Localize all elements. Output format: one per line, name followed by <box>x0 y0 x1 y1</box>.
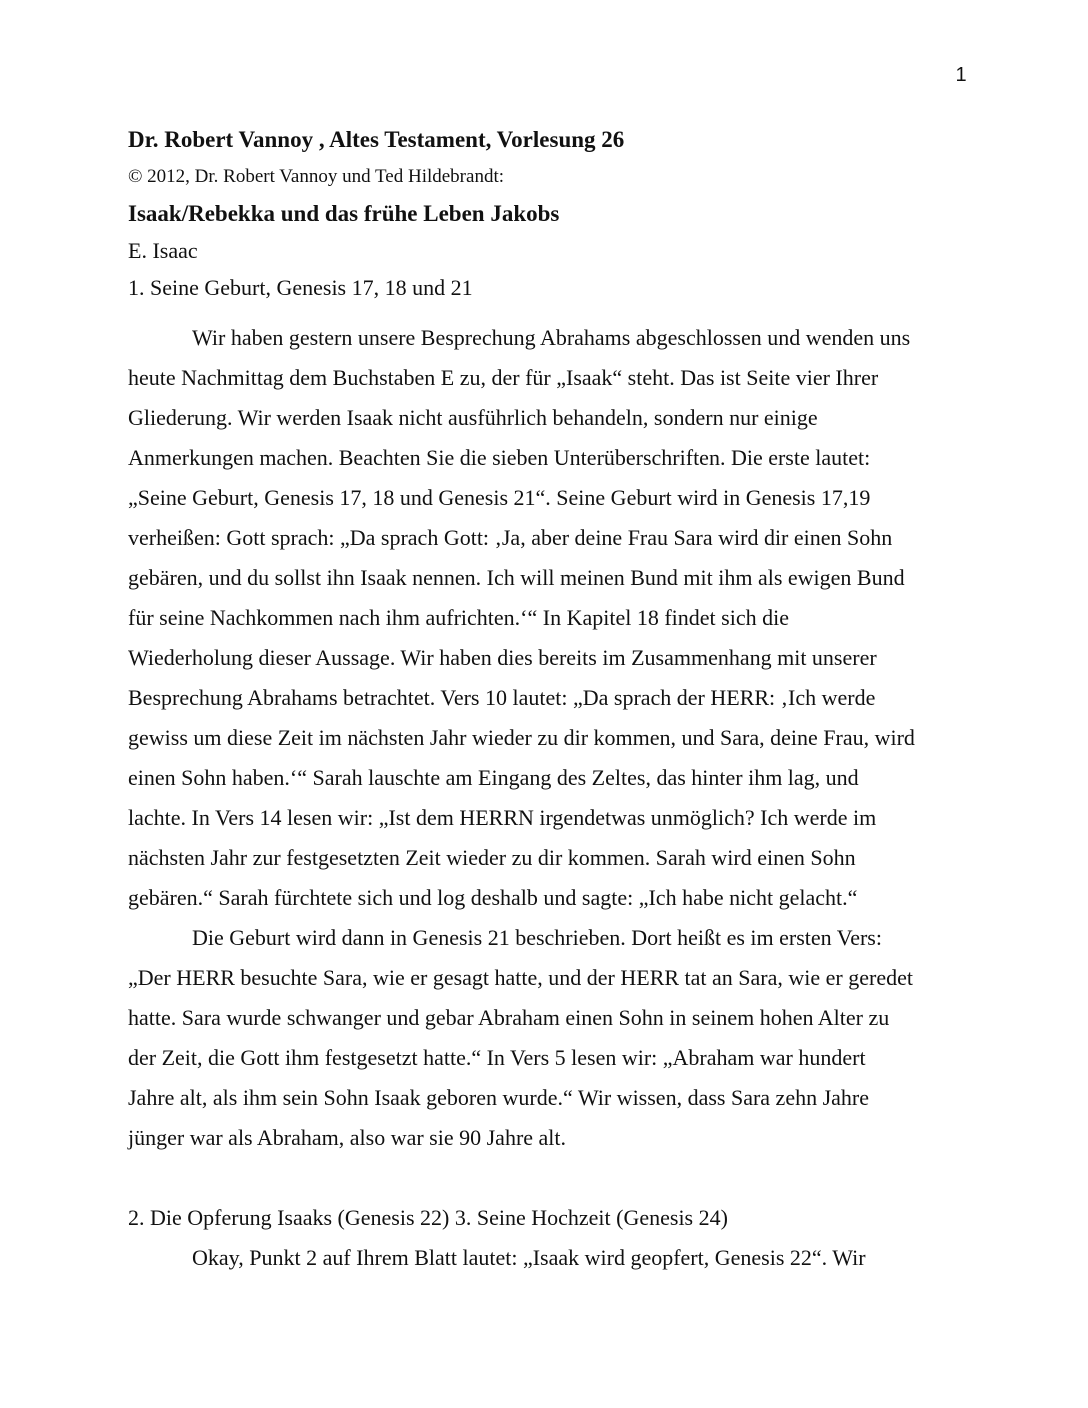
text-line: Wiederholung dieser Aussage. Wir haben dies bereits im Zusammenhang mit unserer <box>128 645 877 670</box>
text-line: heute Nachmittag dem Buchstaben E zu, der für „Isaak“ steht. Das ist Seite vier Ihrer <box>128 365 879 390</box>
lecture-title: Dr. Robert Vannoy , Altes Testament, Vorlesung 26 <box>128 127 625 152</box>
document-header <box>128 121 960 306</box>
text-line: lachte. In Vers 14 lesen wir: „Ist dem HERRN irgendetwas unmöglich? Ich werde im <box>128 805 877 830</box>
blank-line <box>128 1158 960 1198</box>
text-line: jünger war als Abraham, also war sie 90 Jahre alt. <box>128 1125 567 1150</box>
text-line: Besprechung Abrahams betrachtet. Vers 10 lautet: „Da sprach der HERR: ‚Ich werde <box>128 685 876 710</box>
text-line: Okay, Punkt 2 auf Ihrem Blatt lautet: „Isaak wird geopfert, Genesis 22“. Wir <box>192 1245 866 1270</box>
text-line: gebären, und du sollst ihn Isaak nennen. Ich will meinen Bund mit ihm als ewigen Bund <box>128 565 905 590</box>
document-body <box>128 318 960 1278</box>
text-line: „Seine Geburt, Genesis 17, 18 und Genesis 21“. Seine Geburt wird in Genesis 17,19 <box>128 485 871 510</box>
text-line: der Zeit, die Gott ihm festgesetzt hatte.“ In Vers 5 lesen wir: „Abraham war hundert <box>128 1045 866 1070</box>
text-line: einen Sohn haben.‘“ Sarah lauschte am Eingang des Zeltes, das hinter ihm lag, und <box>128 765 859 790</box>
outline-subpoint: 1. Seine Geburt, Genesis 17, 18 und 21 <box>128 275 473 300</box>
text-line: „Der HERR besuchte Sara, wie er gesagt hatte, und der HERR tat an Sara, wie er geredet <box>128 965 913 990</box>
text-line: für seine Nachkommen nach ihm aufrichten.‘“ In Kapitel 18 findet sich die <box>128 605 789 630</box>
text-line: Wir haben gestern unsere Besprechung Abrahams abgeschlossen und wenden uns <box>192 325 911 350</box>
text-line: Die Geburt wird dann in Genesis 21 beschrieben. Dort heißt es im ersten Vers: <box>192 925 882 950</box>
text-line: hatte. Sara wurde schwanger und gebar Abraham einen Sohn in seinem hohen Alter zu <box>128 1005 890 1030</box>
text-line: gewiss um diese Zeit im nächsten Jahr wieder zu dir kommen, und Sara, deine Frau, wird <box>128 725 915 750</box>
lecture-subtitle: Isaak/Rebekka und das frühe Leben Jakobs <box>128 201 560 226</box>
text-line: Jahre alt, als ihm sein Sohn Isaak geboren wurde.“ Wir wissen, dass Sara zehn Jahre <box>128 1085 869 1110</box>
page-number: 1 <box>955 64 967 86</box>
text-line: Gliederung. Wir werden Isaak nicht ausführlich behandeln, sondern nur einige <box>128 405 818 430</box>
outline-point: E. Isaac <box>128 238 198 263</box>
text-line: nächsten Jahr zur festgesetzten Zeit wieder zu dir kommen. Sarah wird einen Sohn <box>128 845 856 870</box>
copyright-line: © 2012, Dr. Robert Vannoy und Ted Hildebrandt: <box>128 166 505 187</box>
text-line: Anmerkungen machen. Beachten Sie die sieben Unterüberschriften. Die erste lautet: <box>128 445 871 470</box>
text-line: 2. Die Opferung Isaaks (Genesis 22) 3. Seine Hochzeit (Genesis 24) <box>128 1205 728 1230</box>
text-line: verheißen: Gott sprach: „Da sprach Gott: ‚Ja, aber deine Frau Sara wird dir einen Sohn <box>128 525 893 550</box>
text-line: gebären.“ Sarah fürchtete sich und log deshalb und sagte: „Ich habe nicht gelacht.“ <box>128 885 858 910</box>
